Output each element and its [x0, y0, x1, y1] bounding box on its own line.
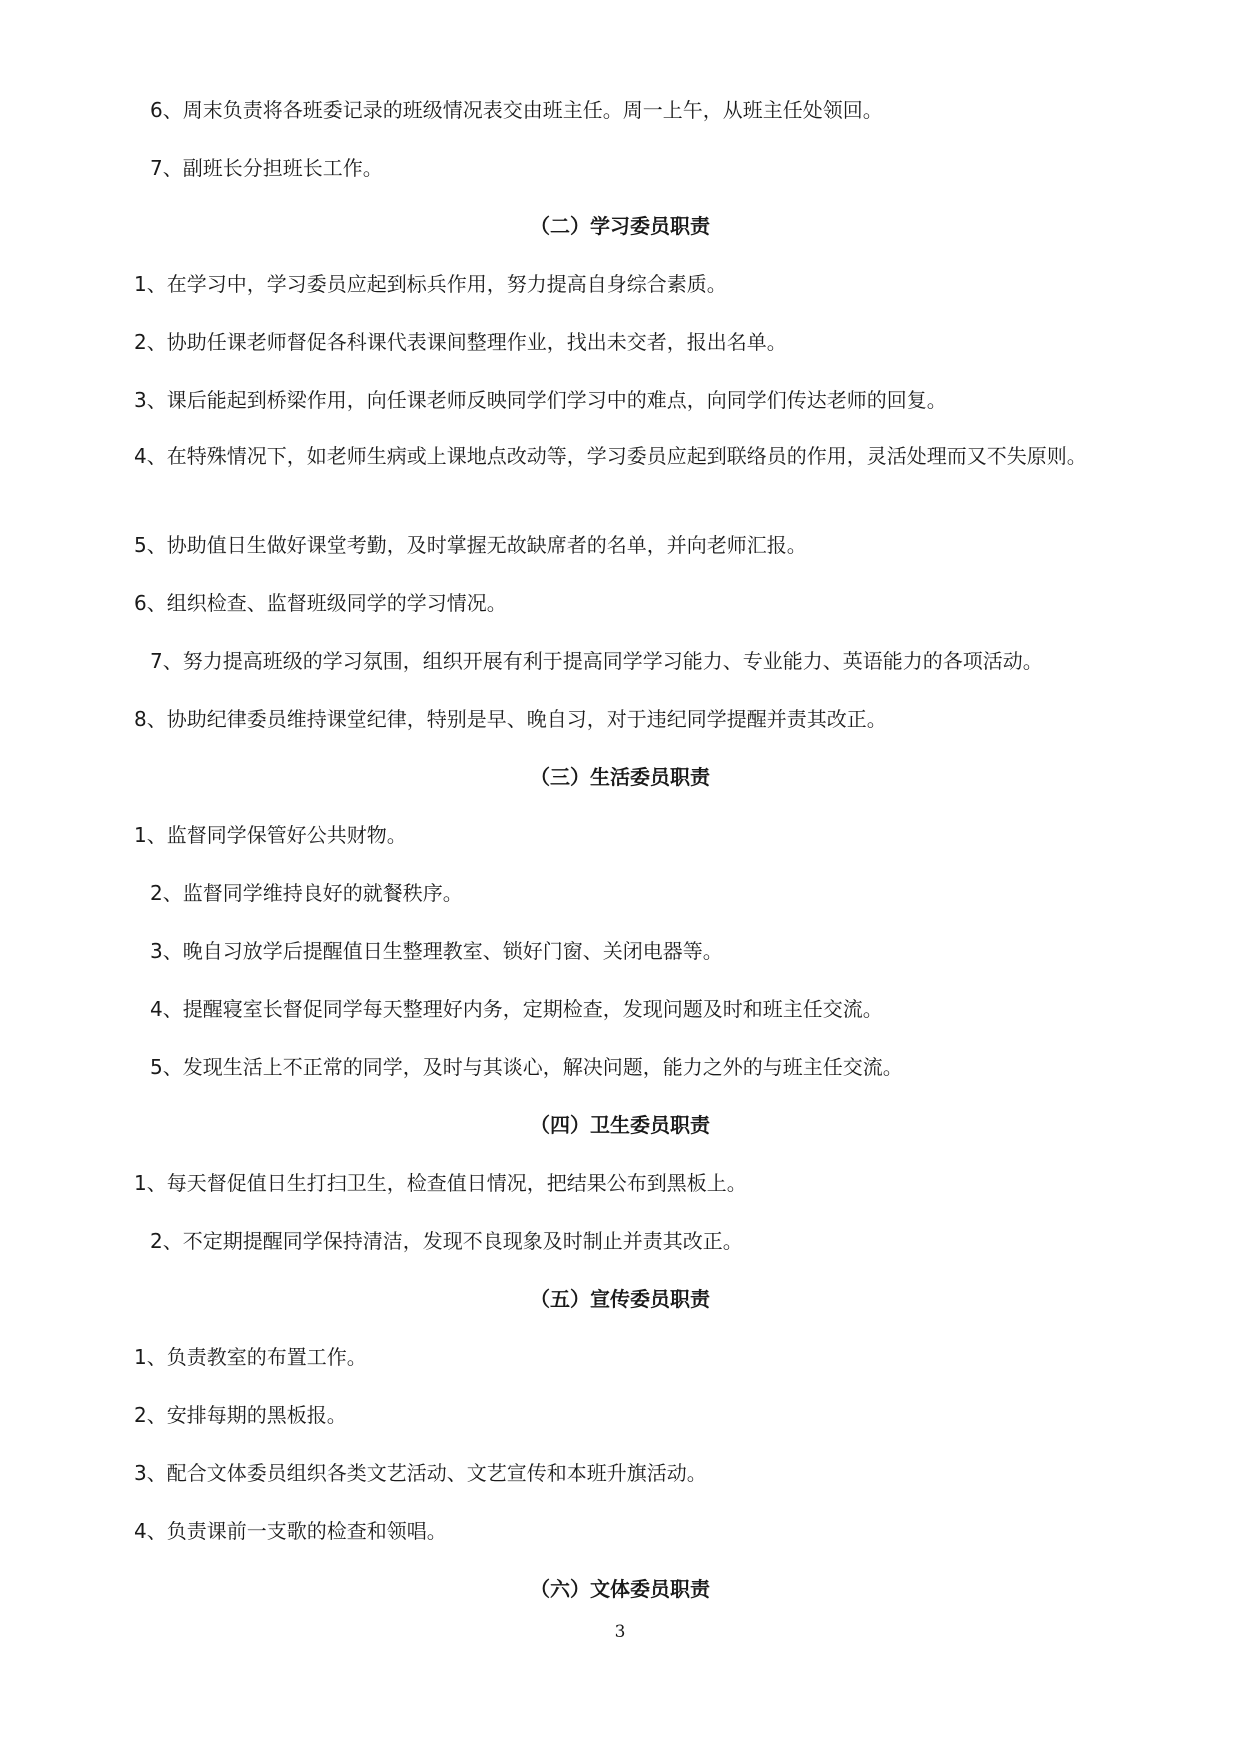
paragraph: 1、在学习中，学习委员应起到标兵作用，努力提高自身综合素质。	[134, 272, 727, 296]
paragraph: 5、发现生活上不正常的同学，及时与其谈心，解决问题，能力之外的与班主任交流。	[150, 1055, 903, 1079]
paragraph: 8、协助纪律委员维持课堂纪律，特别是早、晚自习，对于违纪同学提醒并责其改正。	[134, 707, 887, 731]
paragraph: 2、安排每期的黑板报。	[134, 1403, 347, 1427]
paragraph: 2、监督同学维持良好的就餐秩序。	[150, 881, 463, 905]
paragraph: 7、副班长分担班长工作。	[150, 156, 383, 180]
paragraph: 2、协助任课老师督促各科课代表课间整理作业，找出未交者，报出名单。	[134, 330, 787, 354]
section-heading: （五）宣传委员职责	[530, 1287, 710, 1311]
section-heading: （六）文体委员职责	[530, 1577, 710, 1601]
paragraph	[90, 441, 1140, 472]
paragraph: 7、努力提高班级的学习氛围，组织开展有利于提高同学学习能力、专业能力、英语能力的各项活动。	[150, 649, 1043, 673]
paragraph: 3、配合文体委员组织各类文艺活动、文艺宣传和本班升旗活动。	[134, 1461, 707, 1485]
paragraph: 3、课后能起到桥梁作用，向任课老师反映同学们学习中的难点，向同学们传达老师的回复。	[134, 388, 947, 412]
paragraph: 5、协助值日生做好课堂考勤，及时掌握无故缺席者的名单，并向老师汇报。	[134, 533, 807, 557]
section-heading: （三）生活委员职责	[530, 765, 710, 789]
paragraph: 4、提醒寝室长督促同学每天整理好内务，定期检查，发现问题及时和班主任交流。	[150, 997, 883, 1021]
paragraph: 3、晚自习放学后提醒值日生整理教室、锁好门窗、关闭电器等。	[150, 939, 723, 963]
paragraph: 1、监督同学保管好公共财物。	[134, 823, 407, 847]
paragraph: 2、不定期提醒同学保持清洁，发现不良现象及时制止并责其改正。	[150, 1229, 743, 1253]
paragraph: 1、每天督促值日生打扫卫生，检查值日情况，把结果公布到黑板上。	[134, 1171, 747, 1195]
paragraph: 4、负责课前一支歌的检查和领唱。	[134, 1519, 447, 1543]
page-number: 3	[614, 1622, 626, 1642]
section-heading: （二）学习委员职责	[530, 214, 710, 238]
paragraph: 1、负责教室的布置工作。	[134, 1345, 367, 1369]
paragraph-text: 4、在特殊情况下，如老师生病或上课地点改动等，学习委员应起到联络员的作用，灵活处理而又不失原则。	[134, 444, 1087, 468]
section-heading: （四）卫生委员职责	[530, 1113, 710, 1137]
paragraph: 6、周末负责将各班委记录的班级情况表交由班主任。周一上午，从班主任处领回。	[150, 98, 883, 122]
paragraph: 6、组织检查、监督班级同学的学习情况。	[134, 591, 507, 615]
